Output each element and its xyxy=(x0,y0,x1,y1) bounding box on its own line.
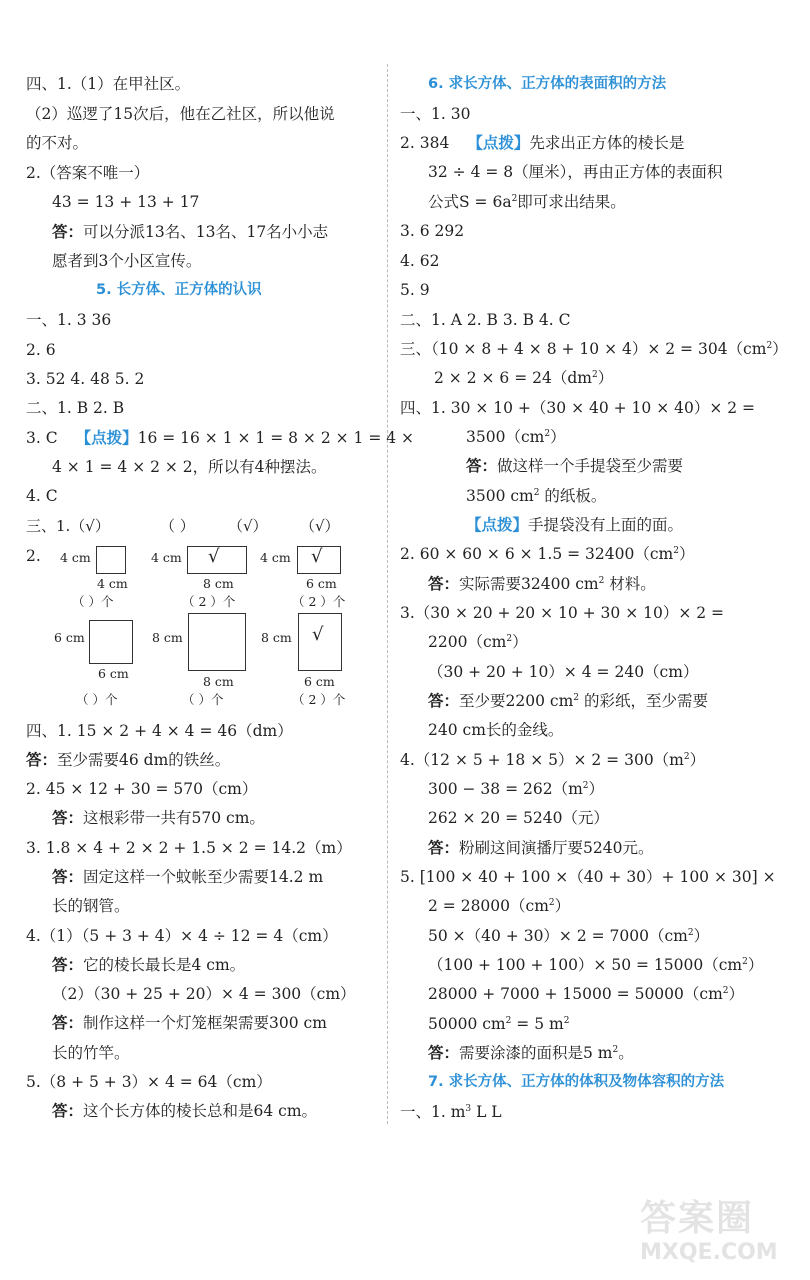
answer-text: 3. C xyxy=(26,429,58,447)
superscript: 2 xyxy=(506,634,513,644)
answer-text: 至少要2200 cm xyxy=(459,692,574,710)
answer-line xyxy=(466,452,683,480)
answer-label: 答： xyxy=(52,809,84,827)
figure-answer: （ ）个 xyxy=(72,594,114,609)
answer-line: 3. 6 292 xyxy=(400,222,465,240)
answer-text: 先求出正方体的棱长是 xyxy=(529,134,685,152)
superscript: 2 xyxy=(612,1045,619,1055)
watermark-logo xyxy=(640,1198,800,1274)
answer-text: ） xyxy=(550,428,566,446)
answer-line xyxy=(466,423,566,451)
answer-text: 16 = 16 × 1 × 1 = 8 × 2 × 1 = 4 × xyxy=(137,429,415,447)
answer-text: 手提袋没有上面的面。 xyxy=(528,516,684,534)
question-number: 2. xyxy=(26,547,41,565)
answer-line: 三、1.（√） xyxy=(26,517,110,535)
answer-line xyxy=(428,1010,569,1038)
answer-line: 5. [100 × 40 + 100 ×（40 + 30）+ 100 × 30] × xyxy=(400,868,776,886)
answer-text: 固定这样一个蚊帐至少需要14.2 m xyxy=(83,868,324,886)
answer-text: 即可求出结果。 xyxy=(517,193,626,211)
answer-label: 答： xyxy=(428,575,460,593)
answer-text: 3500（cm xyxy=(466,428,545,446)
section-heading-7: 7. 求长方体、正方体的体积及物体容积的方法 xyxy=(428,1074,725,1090)
answer-text: 制作这样一个灯笼框架需要300 cm xyxy=(83,1014,327,1032)
answer-label: 答： xyxy=(52,1102,84,1120)
answer-text: 做这样一个手提袋至少需要 xyxy=(497,457,684,475)
answer-line: （2）（30 + 25 + 20）× 4 = 300（cm） xyxy=(52,985,356,1003)
answer-line: 2. 45 × 12 + 30 = 570（cm） xyxy=(26,780,258,798)
superscript: 2 xyxy=(722,986,729,996)
answer-line xyxy=(400,746,705,774)
answer-line: （30 + 20 + 10）× 4 = 240（cm） xyxy=(428,663,699,681)
answer-label: 答： xyxy=(52,223,84,241)
answer-line: 四、1. 30 × 10 +（30 × 40 + 10 × 40）× 2 = xyxy=(400,399,756,417)
answer-text: 一、1. m xyxy=(400,1103,466,1121)
answer-line xyxy=(428,834,653,862)
answer-line xyxy=(400,1098,502,1126)
answer-text: 它的棱长最长是4 cm。 xyxy=(83,956,246,974)
figure-answer: （ 2 ）个 xyxy=(292,692,346,707)
answer-text: ） xyxy=(678,545,695,563)
answer-line: 二、1. B 2. B xyxy=(26,399,125,417)
answer-line: 二、1. A 2. B 3. B 4. C xyxy=(400,311,571,329)
superscript: 2 xyxy=(505,1016,512,1026)
answer-line: 一、1. 30 xyxy=(400,105,471,123)
answer-text: ） xyxy=(588,780,605,798)
hint-label: 【点拨】 xyxy=(466,516,529,534)
answer-line: 43 = 13 + 13 + 17 xyxy=(52,193,200,211)
figure-bottom-label: 8 cm xyxy=(203,674,234,689)
answer-text: 需要涂漆的面积是5 m xyxy=(459,1044,613,1062)
answer-line: 4 × 1 = 4 × 2 × 2，所以有4种摆法。 xyxy=(52,458,327,476)
answer-text: = 5 m xyxy=(511,1015,564,1033)
figure-side-label: 8 cm xyxy=(152,630,183,645)
answer-line: 2. 6 xyxy=(26,341,56,359)
figure-side-label: 4 cm xyxy=(60,550,91,565)
answer-text: 三、（10 × 8 + 4 × 8 + 10 × 4）× 2 = 304（cm xyxy=(400,340,767,358)
answer-line: （2）巡逻了15次后，他在乙社区，所以他说 xyxy=(26,105,335,123)
answer-text: ） xyxy=(728,985,745,1003)
answer-line xyxy=(52,218,328,246)
answer-line: 长的钢管。 xyxy=(52,897,130,915)
answer-text: ） xyxy=(512,633,528,651)
answer-text: ） xyxy=(689,751,706,769)
answer-line xyxy=(466,482,606,510)
superscript: 2 xyxy=(766,341,773,351)
rectangle-shape xyxy=(96,546,126,574)
answer-text: 2. 60 × 60 × 6 × 1.5 = 32400（cm xyxy=(400,545,674,563)
answer-text: 公式S = 6a xyxy=(428,193,512,211)
answer-line xyxy=(428,892,570,920)
answer-line: 一、1. 3 36 xyxy=(26,311,112,329)
answer-line xyxy=(26,424,414,452)
superscript: 2 xyxy=(544,429,551,439)
watermark-text: 答案圈 xyxy=(640,1198,755,1239)
answer-line: 愿者到3个小区宣传。 xyxy=(52,252,202,270)
answer-text: 的彩纸，至少需要 xyxy=(579,692,708,710)
watermark-url: MXQE.COM xyxy=(640,1240,778,1265)
superscript: 2 xyxy=(582,781,589,791)
answer-text: 300 − 38 = 262（m xyxy=(428,780,583,798)
answer-text: 这个长方体的棱长总和是64 cm。 xyxy=(83,1102,318,1120)
answer-line: 4. 62 xyxy=(400,252,440,270)
answer-line xyxy=(400,129,684,157)
figure-answer: （ 2 ）个 xyxy=(182,594,236,609)
answer-line xyxy=(428,687,708,715)
hint-label: 【点拨】 xyxy=(75,429,138,447)
answer-label: 答： xyxy=(52,1014,84,1032)
rectangle-shape xyxy=(188,613,246,671)
section-heading-5: 5. 长方体、正方体的认识 xyxy=(96,282,262,298)
rectangle-shape xyxy=(89,620,133,664)
answer-label: 答： xyxy=(52,956,84,974)
answer-line: 32 ÷ 4 = 8（厘米），再由正方体的表面积 xyxy=(428,163,723,181)
answer-text: 粉刷这间演播厅要5240元。 xyxy=(459,839,654,857)
answer-line: （√） xyxy=(300,517,340,535)
answer-line xyxy=(52,1097,317,1125)
answer-text: （100 + 100 + 100）× 50 = 15000（cm xyxy=(428,956,743,974)
figure-bottom-label: 6 cm xyxy=(306,576,337,591)
answer-line xyxy=(428,922,709,950)
answer-line xyxy=(428,188,626,216)
answer-line xyxy=(400,335,788,363)
answer-line: 5.（8 + 5 + 3）× 4 = 64（cm） xyxy=(26,1073,272,1091)
answer-line: 4.（1）（5 + 3 + 4）× 4 ÷ 12 = 4（cm） xyxy=(26,927,338,945)
check-mark: √ xyxy=(312,624,324,645)
answer-line: 四、1.（1）在甲社区。 xyxy=(26,75,191,93)
figure-answer: （ ）个 xyxy=(76,692,118,707)
answer-text: 2200（cm xyxy=(428,633,507,651)
answer-line xyxy=(434,364,613,392)
answer-label: 答： xyxy=(26,751,58,769)
answer-text: 2 = 28000（cm xyxy=(428,897,549,915)
answer-text: 至少需要46 dm的铁丝。 xyxy=(57,751,231,769)
answer-text: 实际需要32400 cm xyxy=(459,575,599,593)
superscript: 3 xyxy=(465,1104,472,1114)
answer-text: ） xyxy=(747,956,764,974)
answer-line xyxy=(428,1039,634,1067)
superscript: 2 xyxy=(533,488,540,498)
answer-text: 。 xyxy=(618,1044,634,1062)
figure-side-label: 4 cm xyxy=(260,550,291,565)
answer-line xyxy=(52,804,265,832)
superscript: 2 xyxy=(591,370,598,380)
figure-bottom-label: 6 cm xyxy=(98,666,129,681)
answer-line: 3. 1.8 × 4 + 2 × 2 + 1.5 × 2 = 14.2（m） xyxy=(26,839,352,857)
superscript: 2 xyxy=(548,898,555,908)
answer-text: 的纸板。 xyxy=(539,487,607,505)
answer-text: 材料。 xyxy=(604,575,656,593)
answer-line xyxy=(400,540,694,568)
column-divider xyxy=(387,64,388,1124)
figure-answer: （ 2 ）个 xyxy=(292,594,346,609)
answer-line: 3.（30 × 20 + 20 × 10 + 30 × 10）× 2 = xyxy=(400,604,725,622)
figure-answer: （ ）个 xyxy=(182,692,224,707)
figure-side-label: 8 cm xyxy=(261,630,292,645)
answer-line: 的不对。 xyxy=(26,134,89,152)
answer-label: 答： xyxy=(428,692,460,710)
answer-line: （√） xyxy=(228,517,268,535)
answer-line: 262 × 20 = 5240（元） xyxy=(428,809,609,827)
answer-label: 答： xyxy=(428,1044,460,1062)
figure-bottom-label: 4 cm xyxy=(97,576,128,591)
answer-line xyxy=(466,511,683,539)
answer-line xyxy=(52,951,245,979)
answer-label: 答： xyxy=(466,457,498,475)
answer-text: 可以分派13名、13名、17名小小志 xyxy=(83,223,329,241)
superscript: 2 xyxy=(673,546,679,556)
answer-text: ） xyxy=(597,369,614,387)
superscript: 2 xyxy=(511,194,518,204)
answer-text: 这根彩带一共有570 cm。 xyxy=(83,809,265,827)
answer-line xyxy=(26,746,230,774)
superscript: 2 xyxy=(598,576,605,586)
section-heading-6: 6. 求长方体、正方体的表面积的方法 xyxy=(428,76,667,92)
answer-text: 2 × 2 × 6 = 24（dm xyxy=(434,369,592,387)
answer-label: 答： xyxy=(428,839,460,857)
figure-bottom-label: 8 cm xyxy=(203,576,234,591)
superscript: 2 xyxy=(563,1016,570,1026)
answer-text: 3500 cm xyxy=(466,487,534,505)
answer-text: ） xyxy=(693,927,710,945)
answer-line: 4. C xyxy=(26,487,58,505)
answer-text: ） xyxy=(772,340,788,358)
answer-line xyxy=(52,1009,327,1037)
answer-line xyxy=(428,951,763,979)
answer-text: 50 ×（40 + 30）× 2 = 7000（cm xyxy=(428,927,688,945)
superscript: 2 xyxy=(683,752,690,762)
answer-line: 5. 9 xyxy=(400,281,430,299)
answer-line: 3. 52 4. 48 5. 2 xyxy=(26,370,145,388)
answer-text: 4.（12 × 5 + 18 × 5）× 2 = 300（m xyxy=(400,751,684,769)
answer-line xyxy=(428,980,744,1008)
answer-line: 长的竹竿。 xyxy=(52,1044,130,1062)
check-mark: √ xyxy=(208,546,220,567)
answer-line: 2.（答案不唯一） xyxy=(26,164,150,182)
answer-line xyxy=(428,775,604,803)
answer-line xyxy=(52,863,323,891)
answer-line xyxy=(428,570,656,598)
hint-label: 【点拨】 xyxy=(467,134,530,152)
answer-text: 50000 cm xyxy=(428,1015,506,1033)
answer-text: 2. 384 xyxy=(400,134,450,152)
figure-side-label: 4 cm xyxy=(151,550,182,565)
answer-line: （ ） xyxy=(160,517,195,535)
check-mark: √ xyxy=(311,546,323,567)
figure-bottom-label: 6 cm xyxy=(304,674,335,689)
superscript: 2 xyxy=(742,957,748,967)
answer-text: ） xyxy=(554,897,571,915)
figure-side-label: 6 cm xyxy=(54,630,85,645)
answer-text: L L xyxy=(471,1103,502,1121)
answer-line: 四、1. 15 × 2 + 4 × 4 = 46（dm） xyxy=(26,722,293,740)
superscript: 2 xyxy=(573,693,580,703)
answer-text: 28000 + 7000 + 15000 = 50000（cm xyxy=(428,985,723,1003)
superscript: 2 xyxy=(687,928,694,938)
answer-line xyxy=(428,628,528,656)
answer-label: 答： xyxy=(52,868,84,886)
answer-line: 240 cm长的金线。 xyxy=(428,721,564,739)
